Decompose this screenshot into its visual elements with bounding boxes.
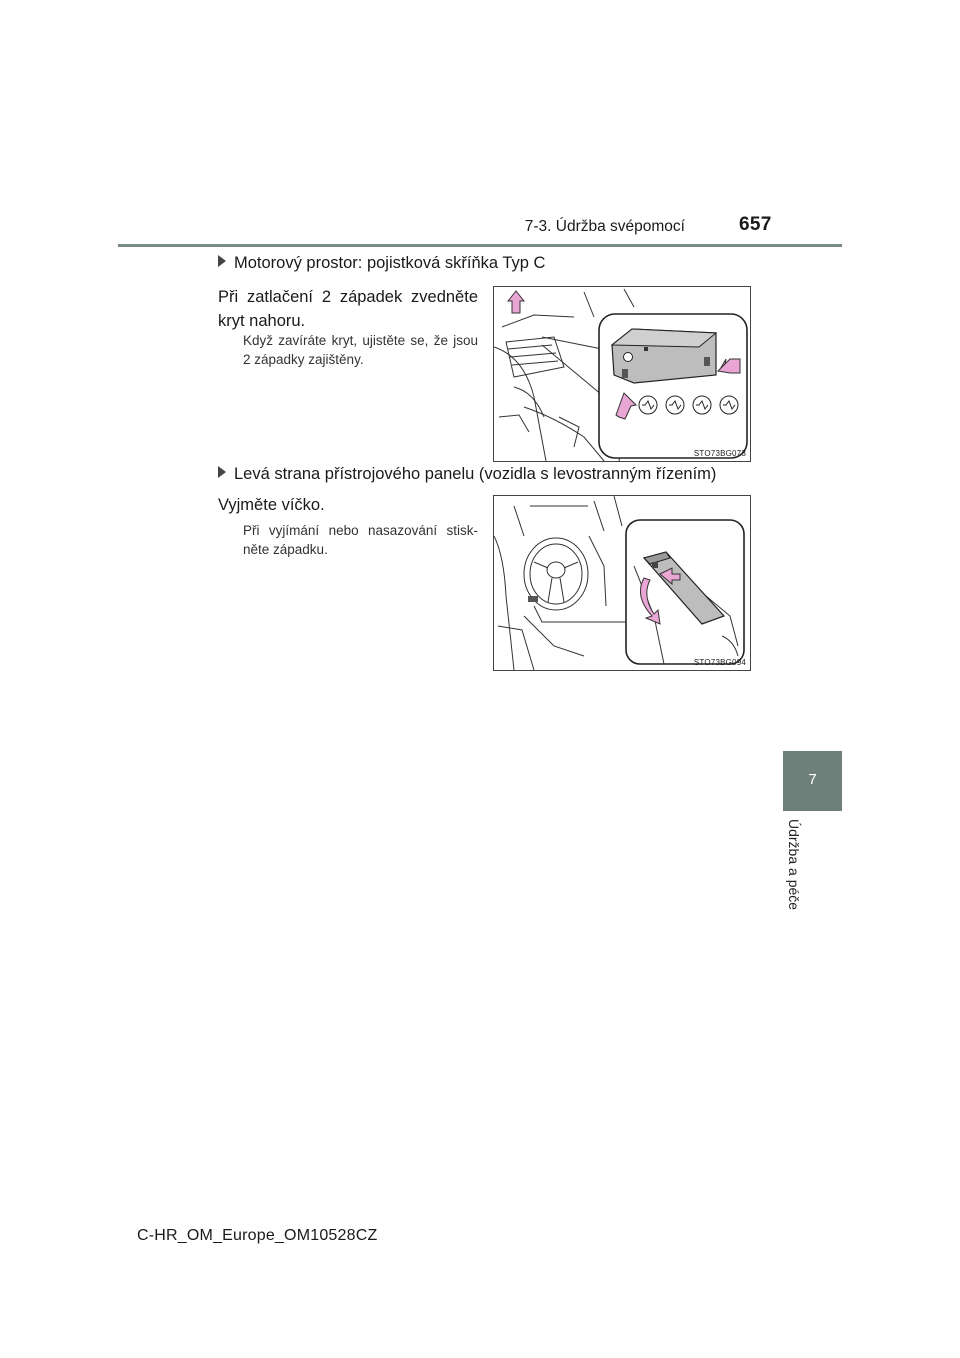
page-number: 657 xyxy=(739,214,772,235)
block-1-instruction: Při zatlačení 2 západek zvedněte kryt nahoru. xyxy=(218,288,478,330)
arrow-up-icon xyxy=(508,291,524,313)
chapter-label-text: Údržba a péče xyxy=(786,819,802,911)
block-1-note: Když zavíráte kryt, ujistěte se, že jsou 2 západky zajištěny. xyxy=(243,333,478,367)
instrument-panel-cover-illustration xyxy=(493,495,751,671)
header-rule xyxy=(118,244,842,247)
block-2-instruction: Vyjměte víčko. xyxy=(218,496,325,514)
chapter-label xyxy=(786,819,810,919)
chapter-tab xyxy=(783,751,842,811)
bullet-triangle-icon xyxy=(218,255,226,267)
bullet-triangle-icon xyxy=(218,466,226,478)
block-2-heading-text: Levá strana přístrojového panelu (vozidla s levostranným řízením) xyxy=(234,465,717,483)
latch-marker xyxy=(528,596,538,602)
footer-doc-id: C-HR_OM_Europe_OM10528CZ xyxy=(137,1227,378,1244)
chapter-number: 7 xyxy=(808,771,817,788)
block-1-heading-text: Motorový prostor: pojistková skříňka Typ C xyxy=(234,254,546,272)
block-1-heading xyxy=(218,254,545,273)
instrument-panel-drawing xyxy=(494,496,750,670)
section-title: 7-3. Údržba svépomocí xyxy=(524,218,685,235)
figure-code: STO73BG073 xyxy=(693,449,746,458)
block-2-heading xyxy=(218,465,716,484)
block-2-note: Při vyjímání nebo nasazování stisk-něte západku. xyxy=(243,523,478,557)
figure-code: STO73BG094 xyxy=(693,658,746,667)
fuse-box-type-c-drawing xyxy=(494,287,750,461)
fuse-box-type-c-illustration xyxy=(493,286,751,462)
